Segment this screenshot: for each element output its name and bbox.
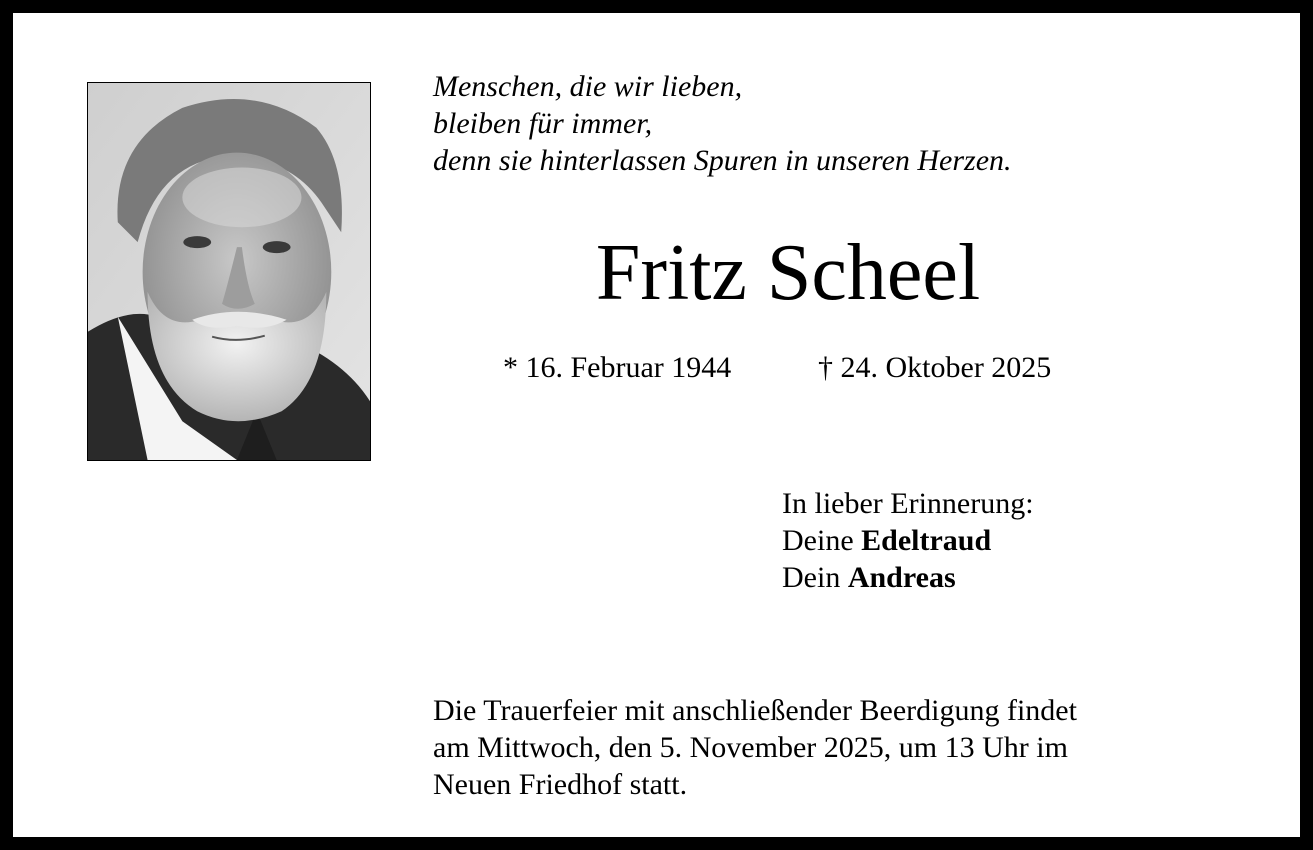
mourner-prefix: Dein: [782, 561, 841, 594]
funeral-line: Neuen Friedhof statt.: [433, 768, 688, 801]
mourner-name: Edeltraud: [861, 524, 992, 557]
birth-date: * 16. Februar 1944: [503, 351, 732, 384]
mourner-line: [782, 559, 1034, 596]
funeral-info: [433, 692, 1077, 803]
mourner-name: Andreas: [847, 561, 956, 594]
verse-line: denn sie hinterlassen Spuren in unseren Herzen.: [433, 144, 1012, 177]
memorial-verse: [433, 68, 1012, 179]
funeral-line: Die Trauerfeier mit anschließender Beerdigung findet: [433, 694, 1077, 727]
portrait-photo: [87, 82, 371, 461]
portrait-photo-icon: [88, 83, 370, 460]
mourner-line: [782, 522, 1034, 559]
mourners-intro: In lieber Erinnerung:: [782, 487, 1034, 520]
mourners-block: [782, 485, 1034, 596]
deceased-name: Fritz Scheel: [595, 229, 981, 317]
death-date: † 24. Oktober 2025: [818, 351, 1052, 384]
verse-line: Menschen, die wir lieben,: [433, 70, 743, 103]
mourner-prefix: Deine: [782, 524, 854, 557]
verse-line: bleiben für immer,: [433, 107, 653, 140]
funeral-line: am Mittwoch, den 5. November 2025, um 13 Uhr im: [433, 731, 1068, 764]
